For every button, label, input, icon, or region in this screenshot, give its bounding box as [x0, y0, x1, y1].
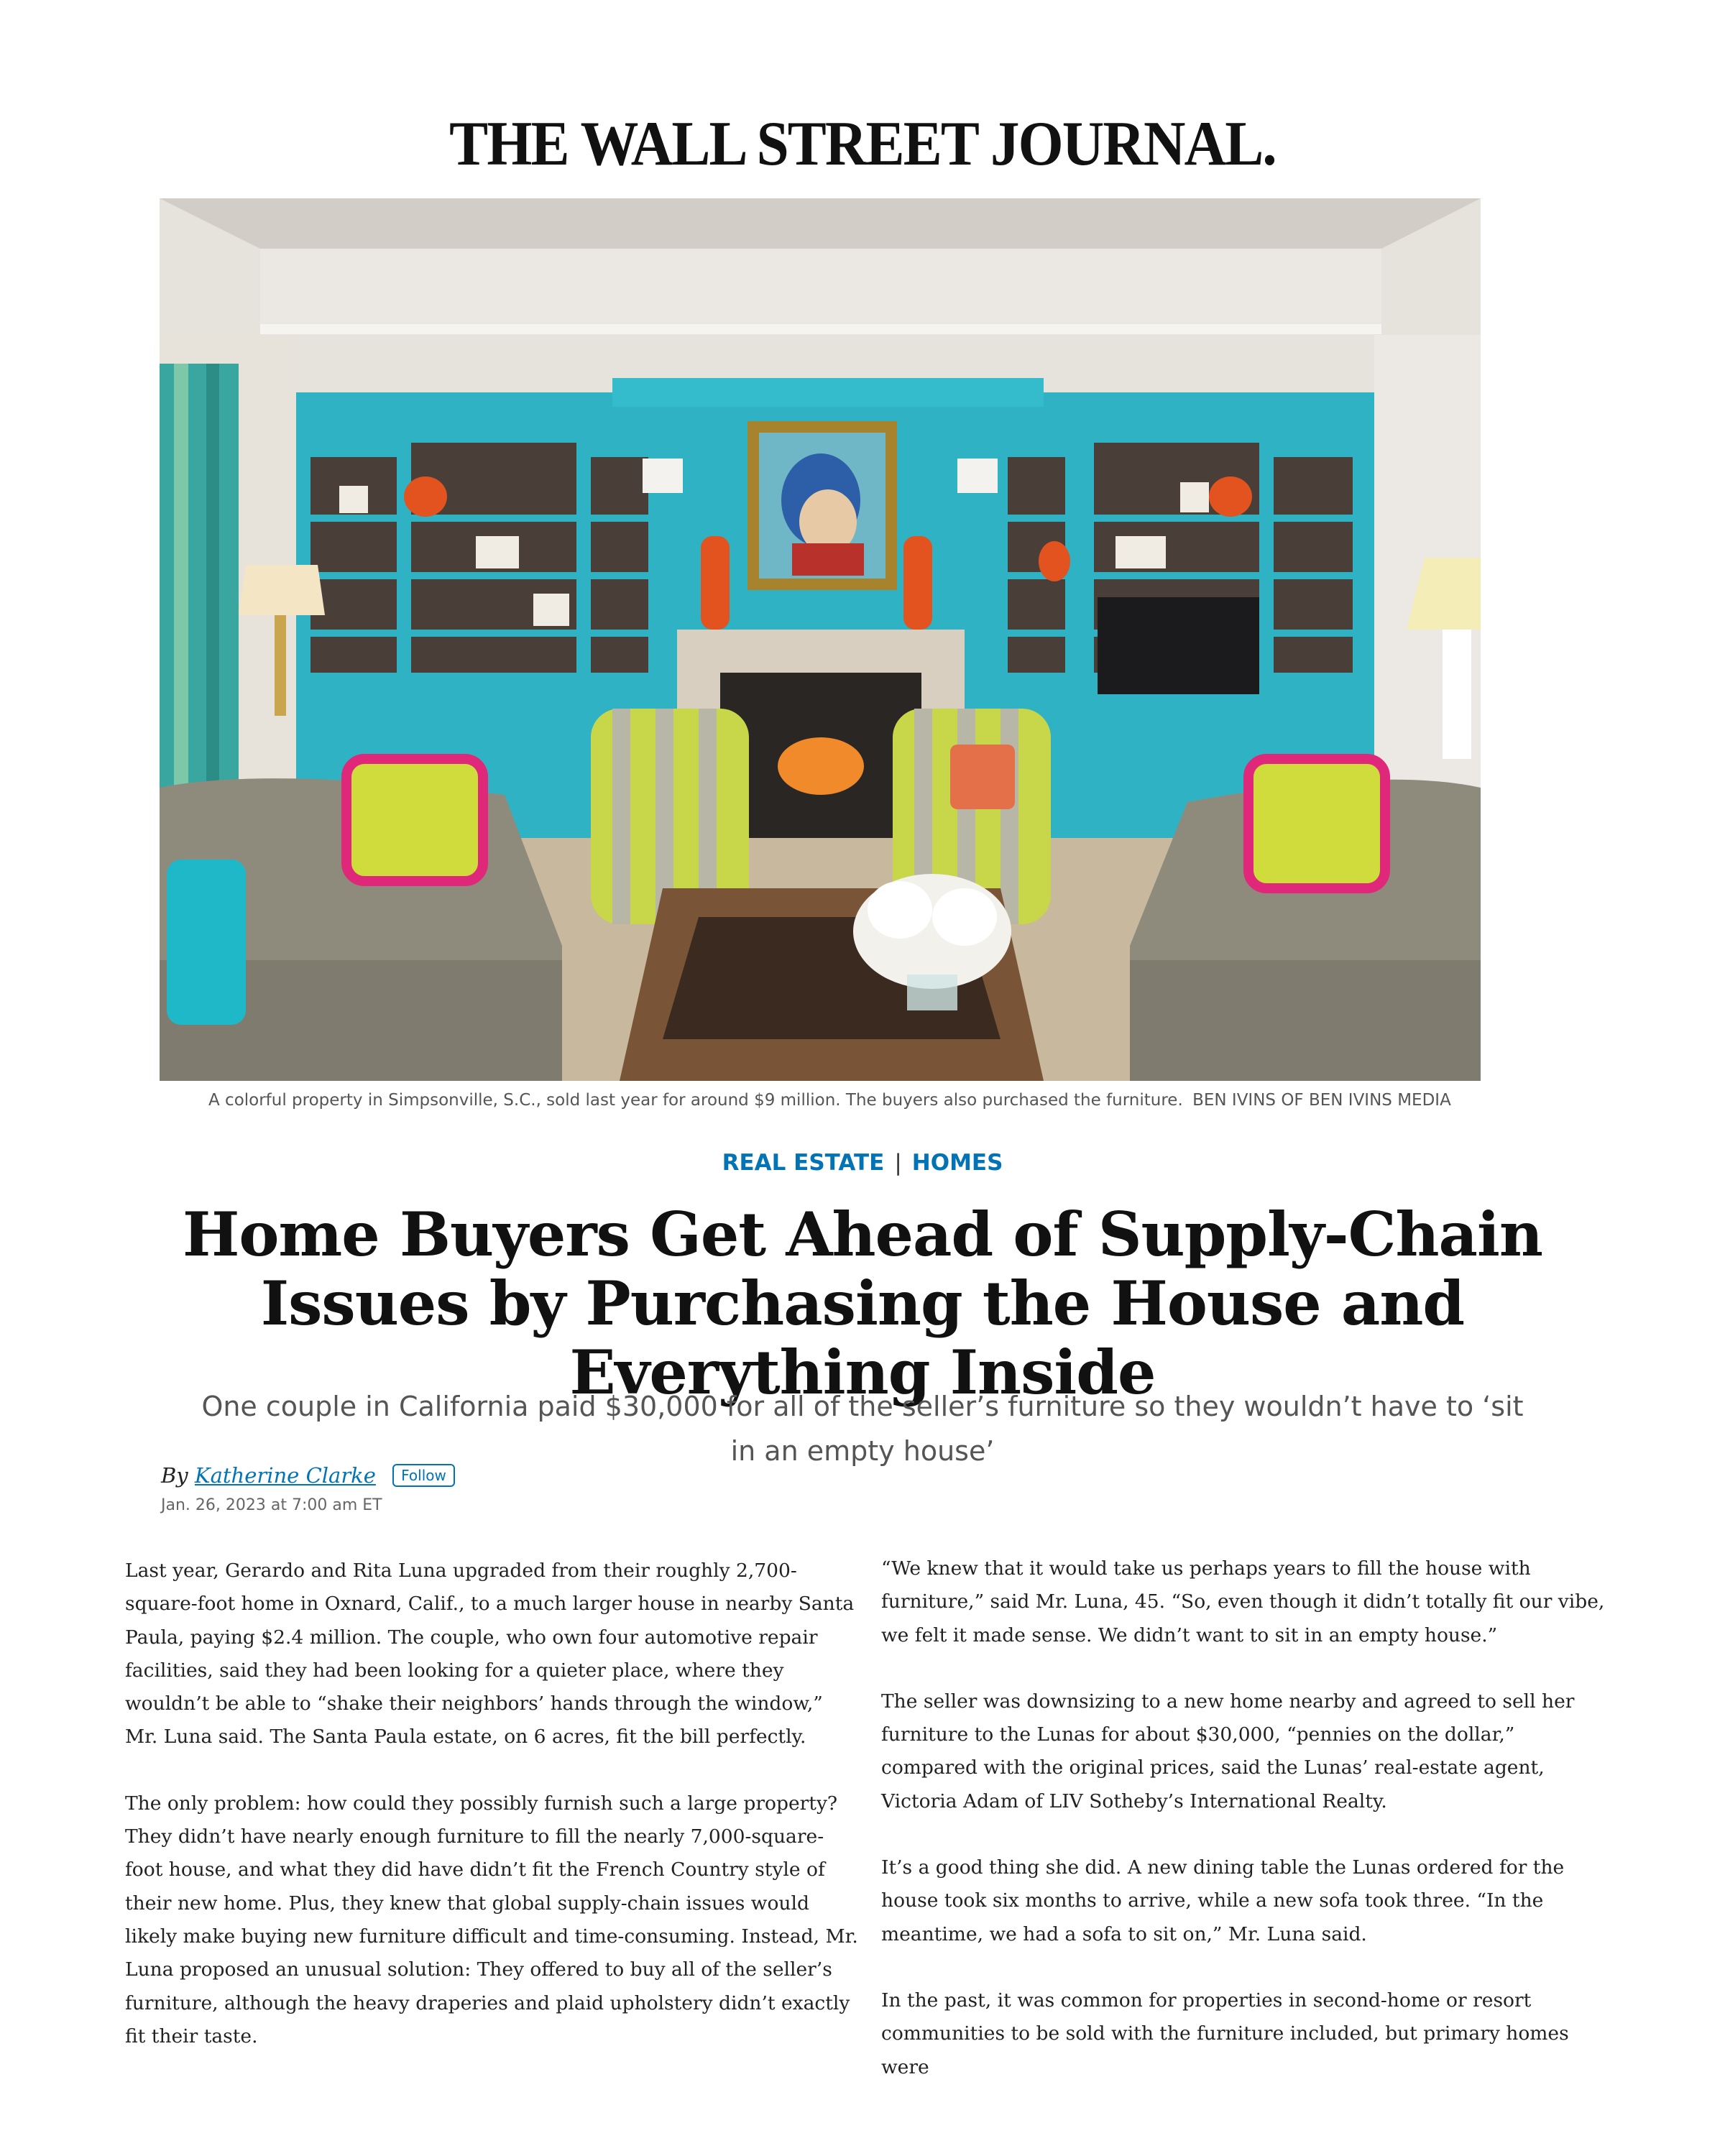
paragraph: “We knew that it would take us perhaps years to fill the house with furniture,” said Mr. Luna, 45. “So, even though it didn’t totally fit our vibe, we felt it made sense. We didn’t want to sit in an empty house.” — [881, 1557, 1605, 1646]
section-link-homes[interactable]: HOMES — [911, 1150, 1003, 1176]
byline — [161, 1463, 455, 1488]
paragraph: It’s a good thing she did. A new dining table the Lunas ordered for the house took six months to arrive, while a new sofa took three. “In the meantime, we had a sofa to sit on,” Mr. Luna said. — [881, 1856, 1565, 1945]
photo-caption — [208, 1091, 1502, 1110]
article-headline: Home Buyers Get Ahead of Supply-Chain Issues by Purchasing the House and Everything Inside — [183, 1199, 1542, 1408]
caption-text: A colorful property in Simpsonville, S.C., sold last year for around $9 million. The buyers also purchased the furniture. — [208, 1091, 1183, 1110]
article-body-left-column — [125, 1554, 858, 2086]
hero-photo — [160, 198, 1481, 1081]
paragraph: The seller was downsizing to a new home nearby and agreed to sell her furniture to the Lunas for about $30,000, “pennies on the dollar,” compared with the original prices, said the Lunas’ real-estate agent, Victoria Adam of LIV Sotheby’s International Realty. — [881, 1690, 1575, 1812]
living-room-illustration — [160, 198, 1481, 1081]
paragraph: The only problem: how could they possibly furnish such a large property? They didn’t have nearly enough furniture to fill the nearly 7,000-square-foot house, and what they did have didn’t fit the French Country style of their new home. Plus, they knew that global supply-chain issues would likely make buying new furniture difficult and time-consuming. Instead, Mr. Luna proposed an unusual solution: They offered to buy all of the seller’s furniture, although the heavy draperies and plaid upholstery didn’t exactly fit their taste. — [125, 1792, 858, 2047]
author-link[interactable]: Katherine Clarke — [194, 1463, 376, 1488]
photo-credit: BEN IVINS OF BEN IVINS MEDIA — [1192, 1091, 1451, 1110]
article-dek: One couple in California paid $30,000 for all of the seller’s furniture so they wouldn’t have to ‘sit in an empty house’ — [201, 1391, 1524, 1467]
follow-button[interactable]: Follow — [392, 1464, 455, 1487]
breadcrumb-separator: | — [894, 1150, 902, 1176]
section-link-real-estate[interactable]: REAL ESTATE — [722, 1150, 885, 1176]
byline-prefix: By — [161, 1463, 188, 1488]
paragraph: Last year, Gerardo and Rita Luna upgraded from their roughly 2,700-square-foot home in Oxnard, Calif., to a much larger house in nearby Santa Paula, paying $2.4 million. The couple, who own four automotive repair facilities, said they had been looking for a quieter place, where they wouldn’t be able to “shake their neighbors’ hands through the window,” Mr. Luna said. The Santa Paula estate, on 6 acres, fit the bill perfectly. — [125, 1560, 855, 1749]
section-breadcrumb — [0, 1150, 1725, 1176]
article-body-right-column — [881, 1552, 1614, 2117]
paragraph: In the past, it was common for properties in second-home or resort communities to be sold with the furniture included, but primary homes were — [881, 1989, 1569, 2078]
publish-date: Jan. 26, 2023 at 7:00 am ET — [161, 1496, 382, 1514]
masthead-logo[interactable]: THE WALL STREET JOURNAL. — [449, 109, 1276, 179]
